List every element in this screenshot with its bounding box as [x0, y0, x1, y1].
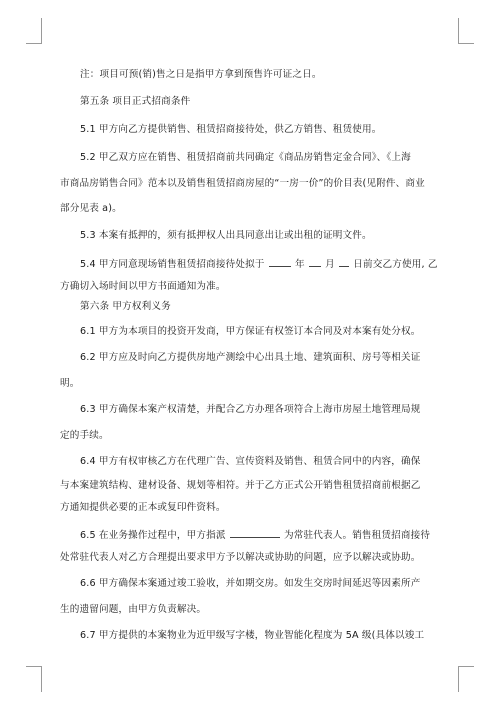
- clause-6-3-line-1: 6.3 甲方确保本案产权清楚，并配合乙方办理各项符合上海市房屋土地管理局规: [80, 404, 421, 415]
- clause-6-1: 6.1 甲方为本项目的投资开发商，甲方保证有权签订本合同及对本案有处分权。: [80, 326, 421, 337]
- clause-6-2-line-1: 6.2 甲方应及时向乙方提供房地产测绘中心出具土地、建筑面积、房号等相关证: [80, 352, 421, 363]
- clause-6-7-line-1: 6.7 甲方提供的本案物业为近甲级写字楼，物业智能化程度为 5A 级(具体以竣工: [80, 630, 425, 641]
- year-label: 年: [294, 259, 305, 270]
- clause-5-4-text-d: 日前交乙方使用, 乙: [353, 259, 438, 270]
- clause-6-4-line-2: 与本案建筑结构、建材设备、规划等相符。并于乙方正式公开销售租赁招商前根据乙: [60, 480, 421, 491]
- clause-6-5-line-2: 处常驻代表人对乙方合理提出要求甲方予以解决或协助的问题，应予以解决或协助。: [60, 552, 421, 563]
- clause-6-4-line-1: 6.4 甲方有权审核乙方在代理广告、宣传资料及销售、租赁合同中的内容，确保: [80, 456, 421, 467]
- clause-5-2-line-3: 部分见表 a)。: [60, 203, 122, 214]
- clause-5-4-text-a: 5.4 甲方同意现场销售租赁招商接待处拟于: [80, 259, 265, 270]
- clause-5-4-line-1: [80, 256, 438, 272]
- day-blank: [339, 256, 349, 267]
- clause-5-3: 5.3 本案有抵押的，须有抵押权人出具同意出让或出租的证明文件。: [80, 230, 372, 241]
- clause-5-2-line-1: 5.2 甲乙双方应在销售、租赁招商前共同确定《商品房销售定金合同》、《上海: [80, 152, 411, 163]
- clause-6-3-line-2: 定的手续。: [60, 430, 109, 441]
- year-blank: [269, 256, 291, 267]
- month-blank: [309, 256, 321, 267]
- clause-5-2-line-2: 市商品房销售合同》范本以及销售租赁招商房屋的“一房一价”的价目表(见附件、商业: [60, 178, 425, 189]
- clause-6-2-line-2: 明。: [60, 378, 80, 389]
- article-6-heading: 第六条 甲方权利义务: [80, 301, 171, 312]
- clause-6-5-text-b: 为常驻代表人。销售租赁招商接待: [283, 530, 431, 541]
- article-5-heading: 第五条 项目正式招商条件: [80, 96, 191, 107]
- note-line: 注：项目可预(销)售之日是指甲方拿到预售许可证之日。: [80, 69, 322, 80]
- clause-6-5-line-1: [80, 527, 430, 543]
- clause-5-4-line-2: 方确切入场时间以甲方书面通知为准。: [60, 281, 226, 292]
- clause-5-1: 5.1 甲方向乙方提供销售、租赁招商接待处，供乙方销售、租赁使用。: [80, 124, 382, 135]
- clause-6-6-line-2: 生的遗留问题，由甲方负责解决。: [60, 604, 207, 615]
- clause-6-4-line-3: 方通知提供必要的正本或复印件资料。: [60, 502, 226, 513]
- clause-6-5-text-a: 6.5 在业务操作过程中，甲方指派: [80, 530, 226, 541]
- clause-6-6-line-1: 6.6 甲方确保本案通过竣工验收，并如期交房。如发生交房时间延迟等因素所产: [80, 578, 421, 589]
- month-label: 月: [325, 259, 335, 270]
- representative-blank: [230, 527, 280, 538]
